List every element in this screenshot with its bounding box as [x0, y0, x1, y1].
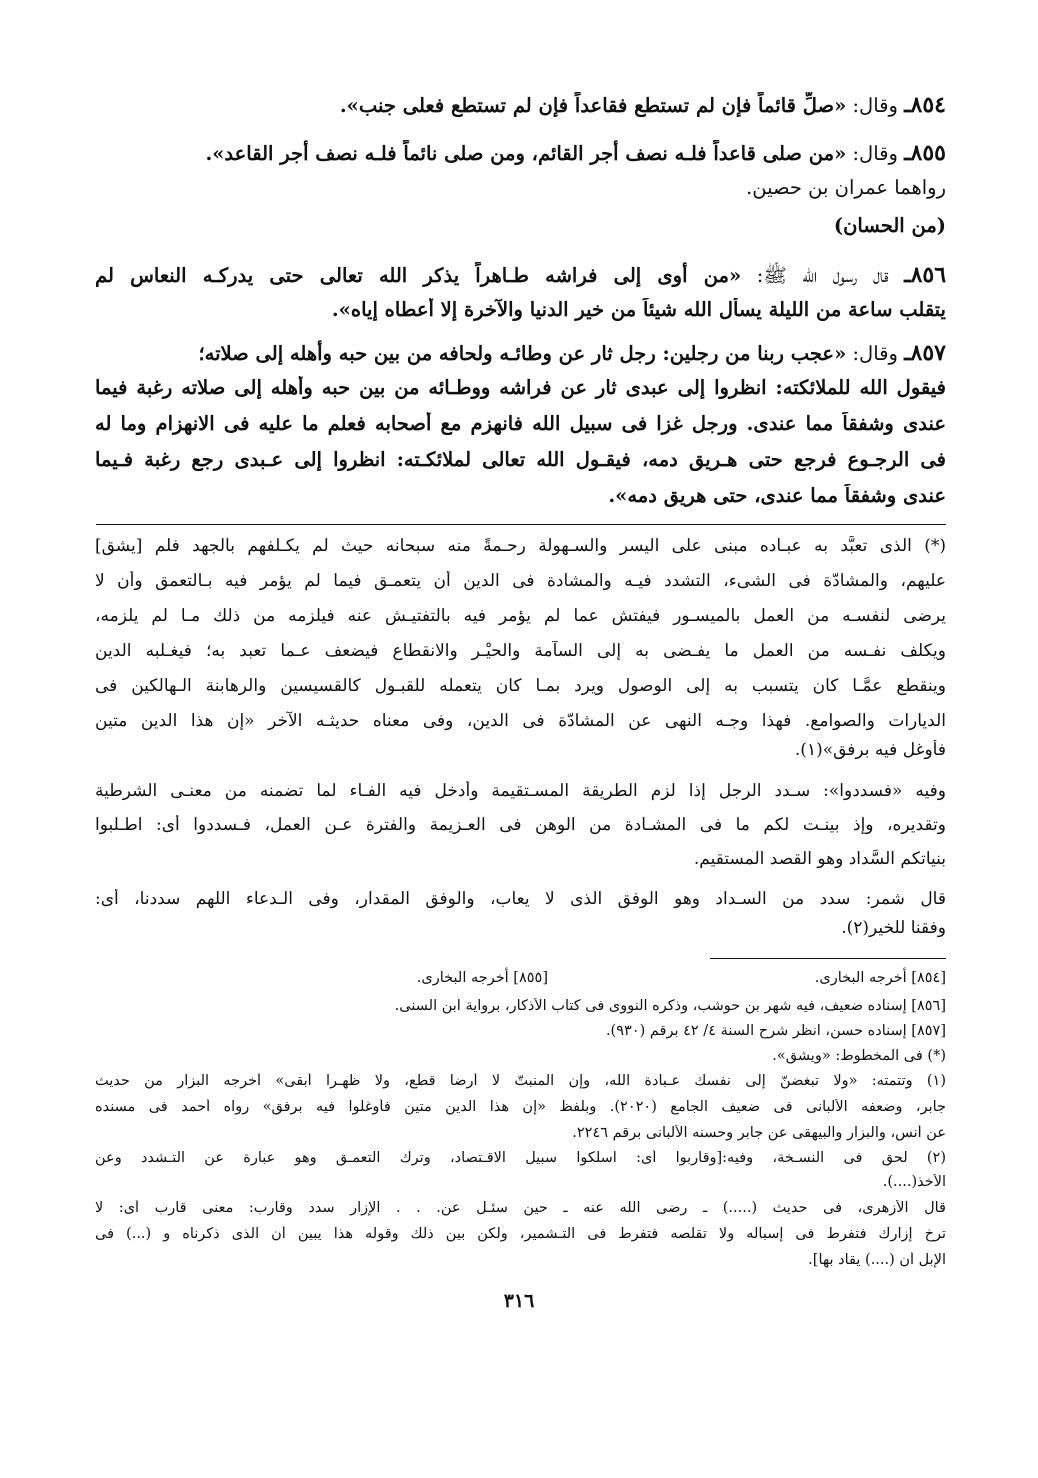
commentary-line: بنياتكم السَّداد وهو القصد المستقيم. — [693, 849, 946, 869]
footnote-1-line: جابر، وضعفه الألبانى فى ضعيف الجامع (٢٠٢٠). وبلفظ «إن هذا الدين متين فأوغلوا فيه برفق» رواه أحمد فى مسنده — [95, 1099, 946, 1115]
commentary-line: الديارات والصوامع. فهذا وجـه النهى عن المشادّة فى الدين، وفى معناه حديثـه الآخر «إن هذا الدين متين — [95, 711, 946, 731]
commentary-line: يرضى لنفسـه من العمل بالميسـور فيفتش عما لم يؤمر فيه بالتفتيـش عنه فيلزمه من ذلك مـا لم يلزمه، — [95, 606, 946, 626]
hadith-intro: وقال: — [852, 94, 898, 117]
commentary-line: قال شمر: سدد من السـداد وهو الوفق الذى لا يعاب، والوفق المقدار، وفى الـدعاء اللهم سددنا، أى: — [95, 889, 946, 909]
hadith-intro: وقال: — [852, 142, 898, 165]
hadith-text: «عجب ربنا من رجلين: رجل ثار عن وطائـه ولحافه من بين حبه وأهله إلى صلاته؛ — [198, 342, 847, 365]
hadith-text: «صلِّ قائماً فإن لم تستطع فقاعداً فإن لم تستطع فعلى جنب». — [339, 94, 847, 117]
footnote-1-line: (١) وتتمته: «ولا تبغضنّ إلى نفسك عـبادة الله، وإن المنبتّ لا أرضا قطع، ولا ظهـرا أبقى» أخرجه البزار من حديث — [95, 1073, 946, 1089]
hadith-854 — [250, 92, 946, 118]
footnote-857: [٨٥٧] إسناده حسن، انظر شرح السنة ٤/ ٤٢ برقم (٩٣٠). — [605, 1023, 946, 1039]
hadith-857-line-4: فى الرجـوع فرجع حتى هـريق دمه، فيقـول الله تعالى لملائكـته: انظروا إلى عـبدى رجع رغبة فـيما — [95, 448, 946, 471]
footnote-3-line: الإبل أن (....) يقاد بها]. — [808, 1252, 946, 1268]
hadith-855 — [150, 140, 946, 166]
commentary-line: فأوغل فيه برفق»(١). — [794, 740, 946, 760]
commentary-line: وتقديره، وإذ بينـت لكم ما فى المشـادة من الوهن فى العـزيمة والفترة عـن العمل، فـسددوا أى: اطـلبوا — [95, 815, 946, 835]
commentary-line: عليهم، والمشادّة فى الشىء، التشدد فيـه والمشادة فى الدين أن يتعمـق فيما لم يؤمر فيه بـالتعمق وأن لا — [95, 571, 946, 591]
hadith-856-line-1 — [95, 262, 946, 292]
hadith-text: «من أوى إلى فراشه طـاهراً يذكر الله تعالى حتى يدركـه النعاس لم — [95, 264, 742, 287]
hadith-intro: وقال: — [852, 342, 898, 365]
hadith-857-line-2: فيقول الله للملائكته: انظروا إلى عبدى ثار عن فراشه ووطـائه من بين حبه وأهله إلى صلاته رغبة فيما — [95, 376, 946, 399]
hadith-857-line-1 — [95, 340, 946, 366]
footnote-3-line: ترخ إزارك فتفرط فى إسباله ولا تقلصه فتفرط فى التـشمير، ولكن بين ذلك وقوله هذا يبين أن الذى ذكرناه و (...) فى — [95, 1226, 946, 1242]
hadith-number: ٨٥٧ـ — [904, 340, 946, 366]
page-number: ٣١٦ — [503, 1290, 535, 1312]
footnote-separator — [710, 958, 946, 959]
hadith-number: ٨٥٤ـ — [904, 92, 946, 118]
footnote-855: [٨٥٥] أخرجه البخارى. — [416, 970, 548, 986]
footnote-2-line: (٢) لحق فى النسـخة، وفيه:[وقاربوا أى: اسلكوا سبيل الاقـتصاد، وترك التعمـق وهو عبارة عن التـشدد وعن — [95, 1150, 946, 1166]
commentary-line: وينقطع عمَّـا كان يتسبب به إلى الوصول ويرد بمـا كان يتعمله للقبـول كالقسيسين والرهابنة الـهالكين فى — [95, 676, 946, 696]
narration-line: رواهما عمران بن حصين. — [746, 176, 946, 199]
section-heading: (من الحسان) — [833, 214, 946, 237]
hadith-857-line-3: عندى وشفقاً مما عندى. ورجل غزا فى سبيل الله فانهزم مع أصحابه فعلم ما عليه فى الانهزام وما له — [95, 412, 946, 435]
footnote-856: [٨٥٦] إسناده ضعيف، فيه شهر بن حوشب، وذكره النووى فى كتاب الأذكار، برواية ابن السنى. — [394, 998, 946, 1014]
commentary-line: وفيه «فسددوا»: سـدد الرجل إذا لزم الطريقة المسـتقيمة وأدخل فيه الفـاء لما تضمنه من معنـى الشرطية — [95, 781, 946, 801]
hadith-857-line-5: عندى وشفقاً مما عندى، حتى هريق دمه». — [608, 484, 946, 507]
commentary-line: وفقنا للخير(٢). — [841, 918, 946, 938]
hadith-number: ٨٥٦ـ — [904, 262, 946, 288]
footnote-854: [٨٥٤] أخرجه البخارى. — [814, 970, 946, 986]
footnote-star: (*) فى المخطوط: «ويشق». — [772, 1048, 946, 1064]
commentary-line: ويكلف نفـسه من العمل ما يفـضى به إلى السآمة والحيْـر والانقطاع فيضعف عـما تعبد به؛ فيغـلبه الدين — [95, 641, 946, 661]
footnote-1-line: عن أنس، والبزار والبيهقى عن جابر وحسنه الألبانى برقم ٢٢٤٦. — [572, 1125, 946, 1141]
commentary-line: (*) الذى تعبَّد به عبـاده مبنى على اليسر والسـهولة رحـمةً منه سبحانه حيث لم يكـلفهم بالجهد فلم [يشق] — [95, 536, 946, 556]
footnote-2-line: الأخذ(....). — [882, 1174, 946, 1190]
hadith-text: «من صلى قاعداً فلـه نصف أجر القائم، ومن صلى نائماً فلـه نصف أجر القاعد». — [205, 142, 847, 165]
commentary-separator — [96, 524, 946, 525]
hadith-number: ٨٥٥ـ — [904, 140, 946, 166]
hadith-856-line-2: يتقلب ساعة من الليلة يسأل الله شيئاً من خير الدنيا والآخرة إلا أعطاه إياه». — [331, 298, 946, 321]
hadith-intro: قال رسول الله ﷺ: — [756, 264, 889, 287]
footnote-3-line: قال الأزهرى، فى حديث (.....) ـ رضى الله عنه ـ حين سئـل عن. . . الإزار سدد وقارب: معنى قارب أى: لا — [95, 1200, 946, 1216]
